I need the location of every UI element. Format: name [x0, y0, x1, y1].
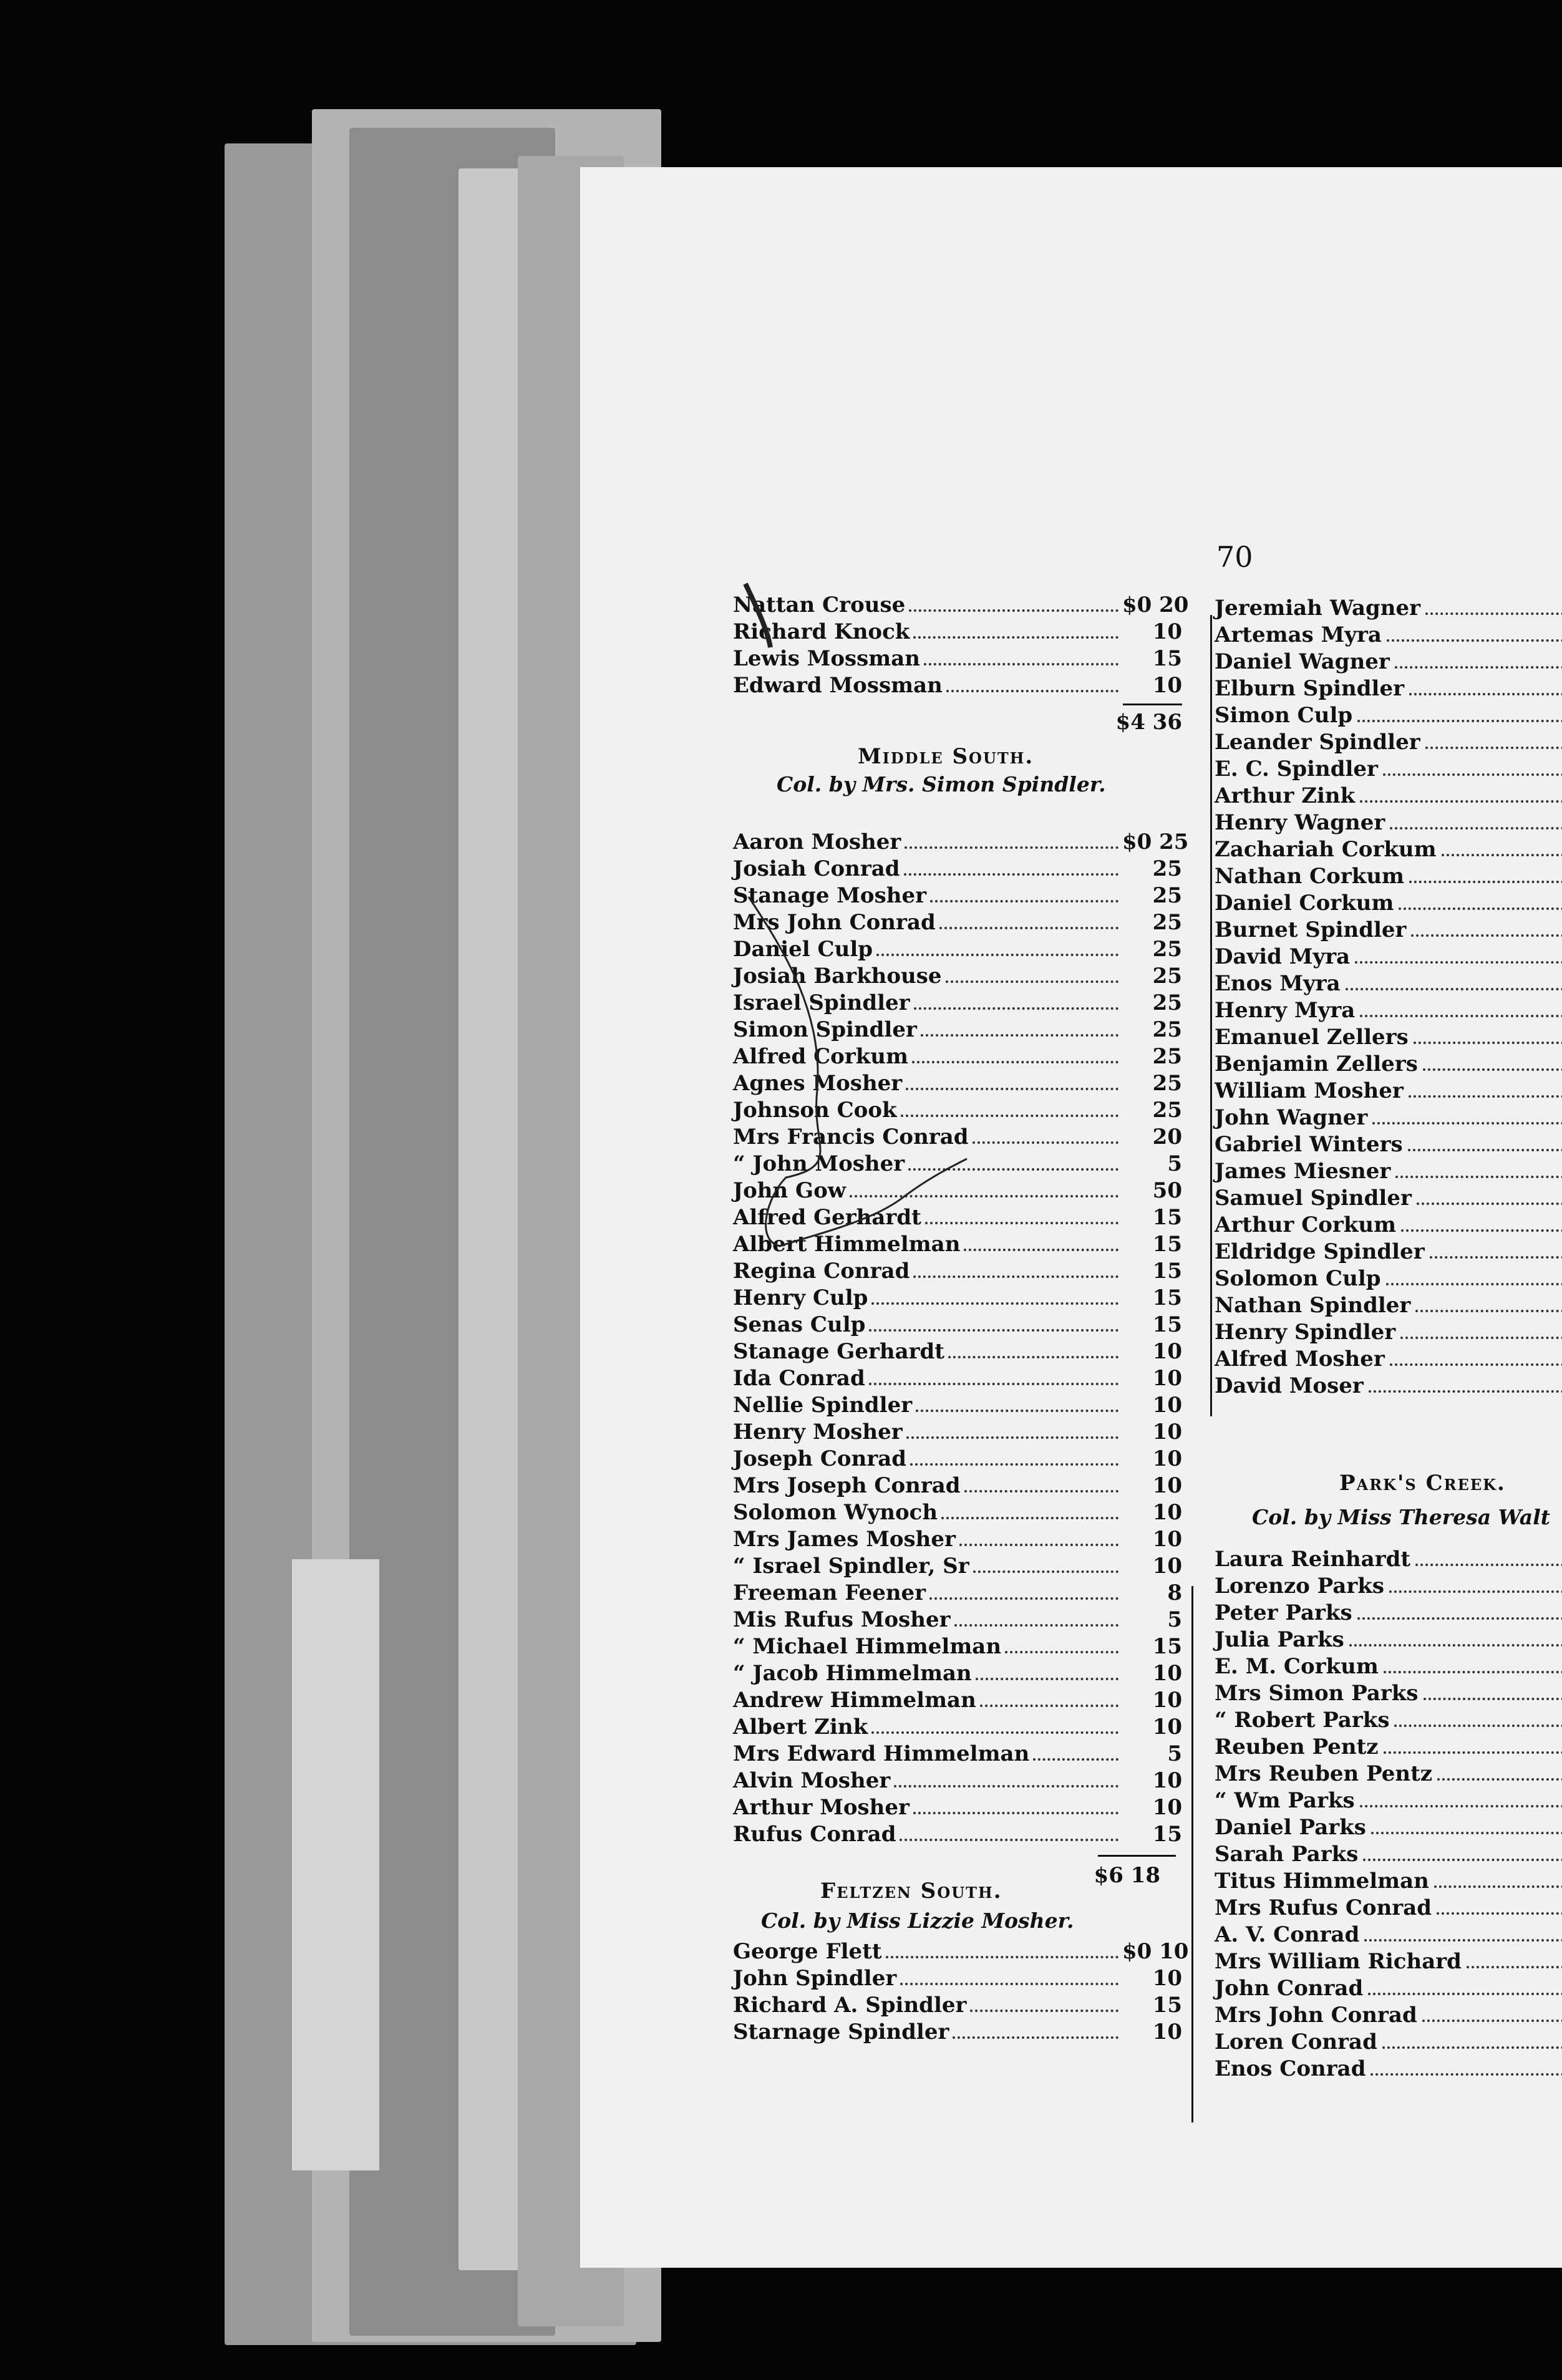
entry-name: Nathan Spindler — [1215, 1293, 1411, 1318]
entry-name: Richard A. Spindler — [733, 1993, 967, 2018]
entry-amount: 10 — [1152, 1768, 1182, 1793]
entry-name: Jeremiah Wagner — [1215, 596, 1421, 621]
entry-name: Starnage Spindler — [733, 2020, 949, 2044]
entry-amount: 25 — [1152, 1071, 1182, 1096]
entry-name: Loren Conrad — [1215, 2029, 1377, 2054]
entry-name: Mrs John Conrad — [1215, 2003, 1417, 2028]
entry-name: “ Robert Parks — [1215, 1708, 1390, 1733]
entry-name: Enos Conrad — [1215, 2056, 1366, 2081]
entry-name: Simon Spindler — [733, 1017, 917, 1042]
entry-name: Mrs John Conrad — [733, 910, 936, 935]
entry-name: Mrs Simon Parks — [1215, 1681, 1419, 1706]
entry-name: Henry Wagner — [1215, 810, 1385, 835]
entry-name: Regina Conrad — [733, 1259, 910, 1284]
entry-name: Nattan Crouse — [733, 593, 906, 617]
entry-name: Israel Spindler — [733, 990, 910, 1015]
entry-name: Mrs William Richard — [1215, 1949, 1462, 1974]
entry-amount: 10 — [1152, 1661, 1182, 1686]
entry-amount: 15 — [1152, 1259, 1182, 1284]
entry-name: Agnes Mosher — [733, 1071, 903, 1096]
entry-name: Benjamin Zellers — [1215, 1052, 1418, 1076]
entry-name: A. V. Conrad — [1215, 1922, 1360, 1947]
entry-name: Freeman Feener — [733, 1580, 926, 1605]
entry-name: William Mosher — [1215, 1078, 1404, 1103]
entry-name: Mrs Joseph Conrad — [733, 1473, 961, 1498]
entry-amount: 15 — [1152, 1312, 1182, 1337]
entry-name: Stanage Gerhardt — [733, 1339, 945, 1364]
entry-name: Arthur Zink — [1215, 783, 1356, 808]
entry-name: Nathan Corkum — [1215, 864, 1405, 889]
entry-name: Lewis Mossman — [733, 646, 921, 671]
entry-amount: 5 — [1167, 1151, 1182, 1176]
entry-name: Samuel Spindler — [1215, 1186, 1412, 1211]
entry-name: Lorenzo Parks — [1215, 1574, 1384, 1599]
entry-name: Daniel Culp — [733, 937, 873, 962]
entry-name: Daniel Corkum — [1215, 891, 1394, 916]
entry-name: Emanuel Zellers — [1215, 1025, 1409, 1050]
entry-name: David Moser — [1215, 1373, 1364, 1398]
entry-name: Henry Myra — [1215, 998, 1356, 1023]
entry-amount: 5 — [1167, 1607, 1182, 1632]
entry-amount: 15 — [1152, 1232, 1182, 1257]
entry-amount: 8 — [1167, 1580, 1182, 1605]
entry-name: Alfred Mosher — [1215, 1347, 1385, 1371]
entry-amount: 25 — [1152, 937, 1182, 962]
entry-name: “ Michael Himmelman — [733, 1634, 1002, 1659]
entry-name: Stanage Mosher — [733, 883, 927, 908]
entry-amount: 10 — [1152, 1473, 1182, 1498]
entry-name: Josiah Barkhouse — [733, 964, 942, 989]
entry-name: Arthur Corkum — [1215, 1212, 1397, 1237]
entry-name: Arthur Mosher — [733, 1795, 910, 1820]
entry-name: Enos Myra — [1215, 971, 1341, 996]
entry-amount: 10 — [1152, 1715, 1182, 1739]
entry-name: John Wagner — [1215, 1105, 1368, 1130]
entry-name: Julia Parks — [1215, 1627, 1344, 1652]
entry-name: E. M. Corkum — [1215, 1654, 1379, 1679]
entry-name: Sarah Parks — [1215, 1842, 1359, 1867]
entry-amount: 25 — [1152, 990, 1182, 1015]
entry-amount: 10 — [1152, 1688, 1182, 1713]
section-heading: Feltzen South. — [820, 1879, 1002, 1904]
entry-amount: 15 — [1152, 1634, 1182, 1659]
entry-amount: 10 — [1152, 2020, 1182, 2044]
entry-amount: 15 — [1152, 1822, 1182, 1847]
section-total: $6 18 — [1094, 1863, 1160, 1888]
entry-name: E. C. Spindler — [1215, 757, 1378, 781]
entry-name: Henry Spindler — [1215, 1320, 1396, 1345]
entry-name: Albert Himmelman — [733, 1232, 961, 1257]
entry-name: George Flett — [733, 1939, 882, 1964]
entry-name: “ Jacob Himmelman — [733, 1661, 972, 1686]
entry-name: Richard Knock — [733, 619, 910, 644]
entry-amount: 10 — [1152, 1527, 1182, 1552]
entry-amount: 25 — [1152, 910, 1182, 935]
entry-amount: 10 — [1152, 1420, 1182, 1444]
entry-name: Ida Conrad — [733, 1366, 865, 1391]
entry-name: Edward Mossman — [733, 673, 943, 698]
entry-name: Leander Spindler — [1215, 730, 1420, 755]
entry-name: Senas Culp — [733, 1312, 866, 1337]
entry-name: Albert Zink — [733, 1715, 868, 1739]
entry-name: Daniel Parks — [1215, 1815, 1366, 1840]
entry-name: Elburn Spindler — [1215, 676, 1404, 701]
entry-name: Alfred Corkum — [733, 1044, 908, 1069]
entry-name: James Miesner — [1215, 1159, 1391, 1184]
entry-name: Alfred Gerhardt — [733, 1205, 921, 1230]
entry-amount: 25 — [1152, 1017, 1182, 1042]
entry-amount: $0 10 — [1122, 1939, 1189, 1964]
entry-amount: 10 — [1152, 1446, 1182, 1471]
entry-amount: 15 — [1152, 1285, 1182, 1310]
section-byline: Col. by Miss Theresa Walt — [1252, 1505, 1550, 1529]
entry-name: “ Wm Parks — [1215, 1788, 1355, 1813]
entry-amount: 15 — [1152, 646, 1182, 671]
entry-name: John Gow — [733, 1178, 846, 1203]
entry-name: John Conrad — [1215, 1976, 1364, 2001]
entry-name: Titus Himmelman — [1215, 1869, 1429, 1894]
entry-name: Mis Rufus Mosher — [733, 1607, 951, 1632]
entry-name: Mrs Edward Himmelman — [733, 1741, 1030, 1766]
section-heading: Middle South. — [858, 744, 1034, 769]
ledger-page — [580, 167, 1562, 2268]
entry-name: David Myra — [1215, 944, 1351, 969]
entry-name: Mrs Francis Conrad — [733, 1125, 969, 1149]
page-number: 70 — [1216, 540, 1253, 574]
entry-amount: 15 — [1152, 1205, 1182, 1230]
entry-amount: 25 — [1152, 1044, 1182, 1069]
entry-amount: 10 — [1152, 1339, 1182, 1364]
section-heading: Park's Creek. — [1339, 1471, 1506, 1496]
entry-amount: 15 — [1152, 1993, 1182, 2018]
entry-name: John Spindler — [733, 1966, 897, 1991]
entry-name: Burnet Spindler — [1215, 917, 1407, 942]
entry-name: “ Israel Spindler, Sr — [733, 1554, 969, 1579]
entry-name: Henry Mosher — [733, 1420, 903, 1444]
entry-amount: 50 — [1152, 1178, 1182, 1203]
paper-tab — [292, 1559, 379, 2170]
entry-name: Johnson Cook — [733, 1098, 897, 1123]
entry-name: Zachariah Corkum — [1215, 837, 1437, 862]
entry-amount: 10 — [1152, 1966, 1182, 1991]
entry-name: Aaron Mosher — [733, 830, 901, 854]
entry-name: Henry Culp — [733, 1285, 868, 1310]
entry-name: Peter Parks — [1215, 1600, 1352, 1625]
entry-name: Solomon Wynoch — [733, 1500, 938, 1525]
entry-name: Solomon Culp — [1215, 1266, 1381, 1291]
entry-name: Daniel Wagner — [1215, 649, 1390, 674]
pencil-scribble — [580, 167, 1562, 2268]
entry-name: Mrs Rufus Conrad — [1215, 1895, 1432, 1920]
entry-amount: 10 — [1152, 673, 1182, 698]
entry-name: Eldridge Spindler — [1215, 1239, 1425, 1264]
entry-amount: 20 — [1152, 1125, 1182, 1149]
entry-name: Laura Reinhardt — [1215, 1547, 1411, 1572]
section-total: $4 36 — [1115, 710, 1182, 735]
entry-name: Reuben Pentz — [1215, 1734, 1379, 1759]
entry-amount: 25 — [1152, 883, 1182, 908]
entry-amount: 10 — [1152, 1393, 1182, 1418]
entry-name: Rufus Conrad — [733, 1822, 896, 1847]
entry-name: Andrew Himmelman — [733, 1688, 976, 1713]
entry-amount: 10 — [1152, 1554, 1182, 1579]
entry-name: Joseph Conrad — [733, 1446, 907, 1471]
entry-amount: 5 — [1167, 1741, 1182, 1766]
entry-name: Alvin Mosher — [733, 1768, 891, 1793]
entry-amount: 25 — [1152, 1098, 1182, 1123]
entry-amount: 10 — [1152, 1500, 1182, 1525]
entry-amount: $0 25 — [1122, 830, 1189, 854]
entry-amount: 10 — [1152, 1795, 1182, 1820]
entry-amount: 25 — [1152, 856, 1182, 881]
entry-amount: 10 — [1152, 619, 1182, 644]
entry-name: Mrs James Mosher — [733, 1527, 956, 1552]
entry-amount: $0 20 — [1122, 593, 1189, 617]
entry-amount: 25 — [1152, 964, 1182, 989]
entry-name: Gabriel Winters — [1215, 1132, 1403, 1157]
entry-name: Mrs Reuben Pentz — [1215, 1761, 1433, 1786]
entry-name: Simon Culp — [1215, 703, 1353, 728]
section-byline: Col. by Mrs. Simon Spindler. — [777, 772, 1106, 796]
entry-name: Nellie Spindler — [733, 1393, 913, 1418]
entry-name: Artemas Myra — [1215, 622, 1382, 647]
section-byline: Col. by Miss Lizzie Mosher. — [761, 1908, 1074, 1933]
entry-name: Josiah Conrad — [733, 856, 900, 881]
entry-amount: 10 — [1152, 1366, 1182, 1391]
entry-name: “ John Mosher — [733, 1151, 905, 1176]
